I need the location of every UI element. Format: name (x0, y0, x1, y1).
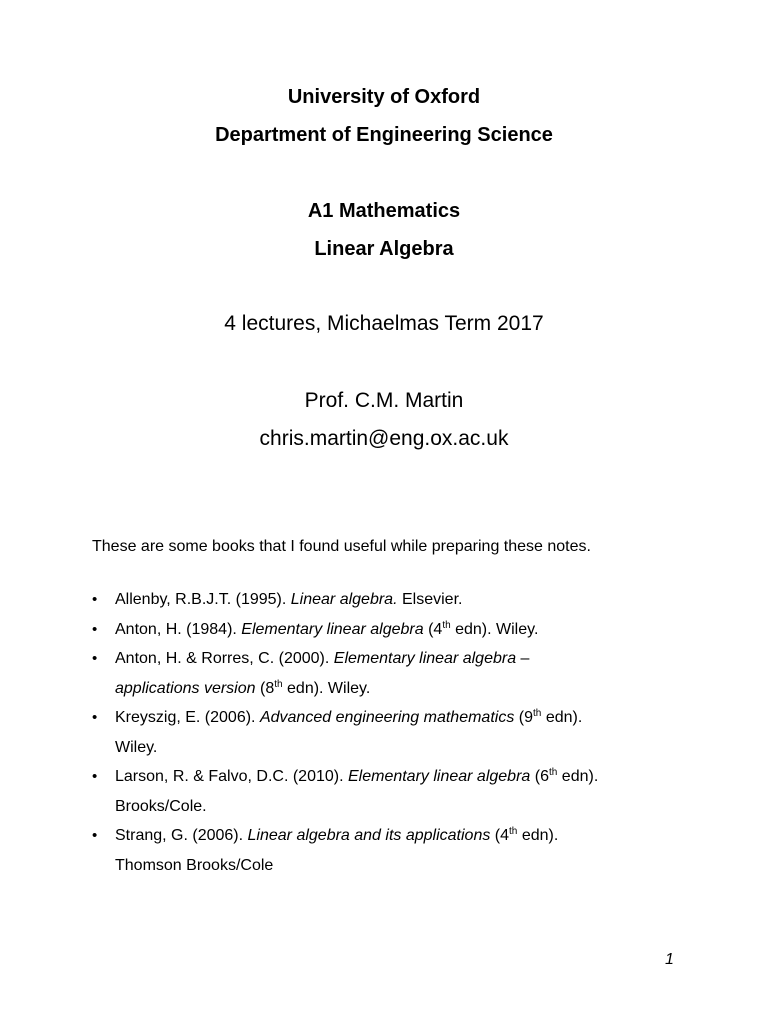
reference-authors: Anton, H. & Rorres, C. (2000). (115, 650, 330, 667)
reference-title: Advanced engineering mathematics (259, 709, 515, 726)
reference-title: Linear algebra and its applications (247, 827, 491, 844)
reference-edition: (6th edn). (534, 767, 599, 785)
reference-edition: (4th edn). (494, 826, 559, 844)
reference-item (92, 821, 712, 880)
reference-publisher: Elsevier. (401, 591, 463, 608)
lecturer-email: chris.martin@eng.ox.ac.uk (259, 427, 509, 450)
reference-authors: Anton, H. (1984). (115, 620, 237, 638)
reference-item (92, 615, 712, 645)
reference-edition: (9th edn). (518, 708, 583, 726)
reference-publisher: Wiley. (115, 738, 158, 756)
reference-authors: Allenby, R.B.J.T. (1995). (115, 591, 287, 608)
bullet-icon: • (92, 650, 98, 667)
reference-edition: (4th edn). Wiley. (428, 619, 539, 638)
title-dash: – (520, 650, 530, 667)
bullet-icon: • (92, 827, 98, 844)
bullet-icon: • (92, 709, 98, 726)
intro-text: These are some books that I found useful while preparing these notes. (92, 538, 591, 555)
bullet-icon: • (92, 768, 98, 785)
university-name: University of Oxford (287, 86, 481, 108)
reference-item (92, 585, 712, 615)
reference-item (92, 644, 712, 703)
reference-list (92, 585, 712, 880)
reference-authors: Strang, G. (2006). (115, 827, 244, 844)
page-number: 1 (665, 951, 674, 968)
reference-item (92, 762, 712, 821)
reference-authors: Kreyszig, E. (2006). (115, 709, 256, 726)
reference-item (92, 703, 712, 762)
reference-publisher: Thomson Brooks/Cole (115, 856, 274, 874)
reference-title: Elementary linear algebra (347, 768, 531, 785)
reference-publisher: Brooks/Cole. (115, 797, 207, 815)
topic-title: Linear Algebra (314, 238, 454, 260)
bullet-icon: • (92, 620, 98, 638)
reference-title-continued: applications version (115, 679, 256, 697)
reference-title: Elementary linear algebra (241, 620, 424, 638)
lecture-schedule: 4 lectures, Michaelmas Term 2017 (224, 312, 544, 335)
reference-edition: (8th edn). Wiley. (259, 678, 371, 697)
reference-title: Elementary linear algebra (333, 650, 517, 667)
lecturer-name: Prof. C.M. Martin (304, 389, 464, 412)
course-title: A1 Mathematics (307, 200, 461, 222)
reference-authors: Larson, R. & Falvo, D.C. (2010). (115, 768, 344, 785)
reference-title: Linear algebra. (290, 591, 398, 608)
bullet-icon: • (92, 591, 98, 608)
department-name: Department of Engineering Science (215, 124, 553, 146)
